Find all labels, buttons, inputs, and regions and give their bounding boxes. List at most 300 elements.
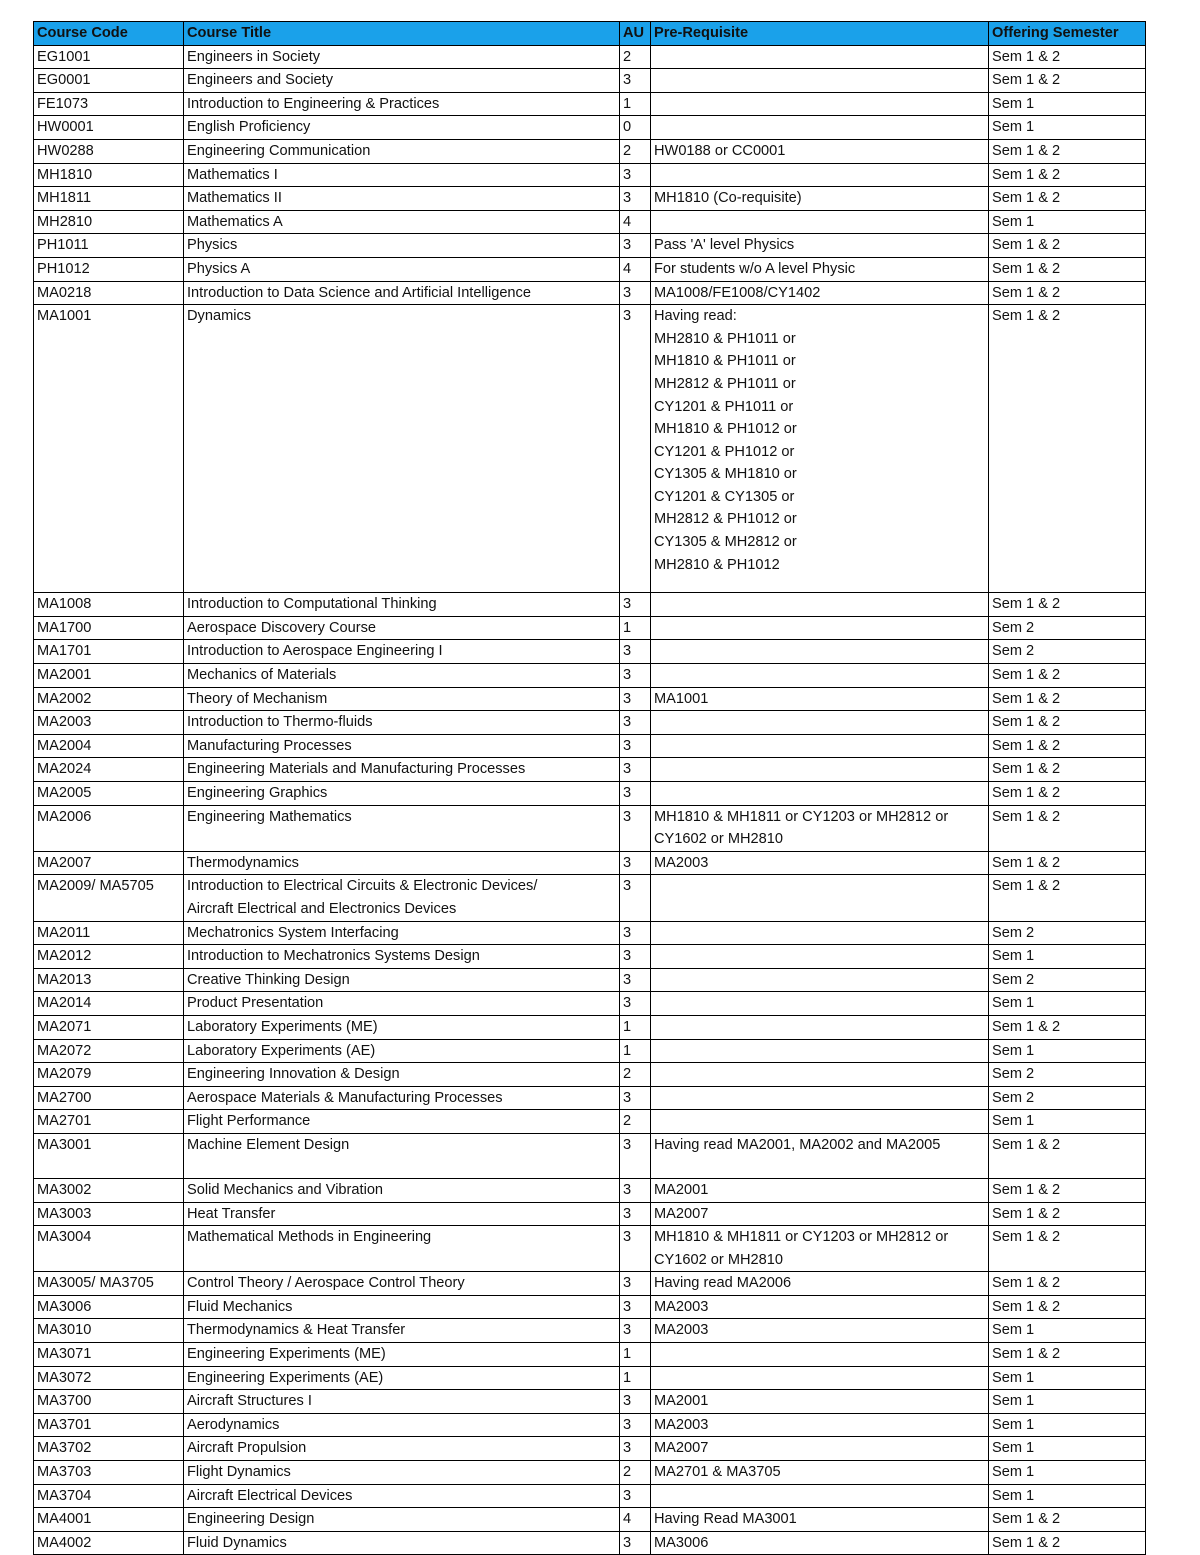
- course-title-cell: Introduction to Computational Thinking: [184, 593, 620, 617]
- table-row: [34, 139, 1146, 163]
- course-title-cell: Aircraft Structures I: [184, 1390, 620, 1414]
- table-row: [34, 1437, 1146, 1461]
- header-row: [34, 22, 1146, 46]
- table-row: [34, 1110, 1146, 1134]
- offering-semester-cell: Sem 1: [989, 1413, 1146, 1437]
- pre-requisite-cell: MA2007: [651, 1437, 989, 1461]
- au-cell: 3: [620, 875, 651, 921]
- pre-requisite-cell: [651, 1086, 989, 1110]
- offering-semester-cell: Sem 2: [989, 1086, 1146, 1110]
- offering-semester-cell: Sem 1 & 2: [989, 234, 1146, 258]
- au-cell: 4: [620, 210, 651, 234]
- course-code-cell: MA2009/ MA5705: [34, 875, 184, 921]
- pre-requisite-cell: MA2003: [651, 851, 989, 875]
- course-code-cell: MA3002: [34, 1178, 184, 1202]
- table-row: [34, 116, 1146, 140]
- table-row: [34, 711, 1146, 735]
- pre-requisite-cell: [651, 968, 989, 992]
- offering-semester-cell: Sem 1: [989, 1319, 1146, 1343]
- course-title-cell: Engineering Experiments (AE): [184, 1366, 620, 1390]
- course-code-cell: HW0288: [34, 139, 184, 163]
- table-row: [34, 1086, 1146, 1110]
- table-row: [34, 687, 1146, 711]
- course-code-cell: MA3072: [34, 1366, 184, 1390]
- course-title-cell: Solid Mechanics and Vibration: [184, 1178, 620, 1202]
- au-cell: 1: [620, 616, 651, 640]
- au-cell: 3: [620, 1390, 651, 1414]
- course-code-cell: MA3703: [34, 1461, 184, 1485]
- table-row: [34, 1039, 1146, 1063]
- table-row: [34, 734, 1146, 758]
- au-cell: 3: [620, 163, 651, 187]
- pre-requisite-cell: For students w/o A level Physic: [651, 257, 989, 281]
- pre-requisite-cell: MA1001: [651, 687, 989, 711]
- course-title-cell: Aircraft Electrical Devices: [184, 1484, 620, 1508]
- au-cell: 3: [620, 1202, 651, 1226]
- au-cell: 2: [620, 45, 651, 69]
- au-cell: 1: [620, 1039, 651, 1063]
- offering-semester-cell: Sem 1 & 2: [989, 1178, 1146, 1202]
- table-row: [34, 875, 1146, 921]
- table-row: [34, 640, 1146, 664]
- au-cell: 3: [620, 234, 651, 258]
- offering-semester-cell: Sem 1 & 2: [989, 734, 1146, 758]
- offering-semester-cell: Sem 1: [989, 1390, 1146, 1414]
- course-code-cell: MA1008: [34, 593, 184, 617]
- table-row: [34, 1390, 1146, 1414]
- course-title-cell: Mathematical Methods in Engineering: [184, 1226, 620, 1272]
- table-row: [34, 1272, 1146, 1296]
- course-code-cell: MA2701: [34, 1110, 184, 1134]
- offering-semester-cell: Sem 1 & 2: [989, 187, 1146, 211]
- course-title-cell: Introduction to Data Science and Artificial Intelligence: [184, 281, 620, 305]
- au-cell: 3: [620, 1226, 651, 1272]
- course-title-cell: Fluid Mechanics: [184, 1295, 620, 1319]
- pre-requisite-cell: HW0188 or CC0001: [651, 139, 989, 163]
- au-cell: 3: [620, 805, 651, 851]
- course-code-cell: MA1701: [34, 640, 184, 664]
- au-cell: 3: [620, 1437, 651, 1461]
- table-row: [34, 921, 1146, 945]
- table-row: [34, 210, 1146, 234]
- pre-requisite-cell: Having read MA2001, MA2002 and MA2005: [651, 1133, 989, 1178]
- course-code-cell: MA2002: [34, 687, 184, 711]
- course-code-cell: MH1810: [34, 163, 184, 187]
- pre-requisite-cell: MA2003: [651, 1413, 989, 1437]
- course-code-cell: MA3010: [34, 1319, 184, 1343]
- pre-requisite-cell: [651, 45, 989, 69]
- pre-requisite-cell: MA2007: [651, 1202, 989, 1226]
- pre-requisite-cell: [651, 116, 989, 140]
- table-row: [34, 69, 1146, 93]
- table-row: [34, 305, 1146, 593]
- course-code-cell: MA2011: [34, 921, 184, 945]
- course-code-cell: MA2071: [34, 1015, 184, 1039]
- course-title-cell: Engineering Materials and Manufacturing Processes: [184, 758, 620, 782]
- course-title-cell: Aircraft Propulsion: [184, 1437, 620, 1461]
- course-title-cell: Engineers in Society: [184, 45, 620, 69]
- table-row: [34, 1461, 1146, 1485]
- pre-requisite-cell: [651, 875, 989, 921]
- pre-requisite-cell: [651, 163, 989, 187]
- au-cell: 3: [620, 1133, 651, 1178]
- offering-semester-cell: Sem 1 & 2: [989, 257, 1146, 281]
- pre-requisite-cell: MH1810 & MH1811 or CY1203 or MH2812 or CY1602 or MH2810: [651, 1226, 989, 1272]
- table-row: [34, 234, 1146, 258]
- course-code-cell: MA4001: [34, 1508, 184, 1532]
- pre-requisite-cell: [651, 664, 989, 688]
- au-cell: 1: [620, 1015, 651, 1039]
- offering-semester-cell: Sem 1: [989, 1366, 1146, 1390]
- course-title-cell: Laboratory Experiments (ME): [184, 1015, 620, 1039]
- au-cell: 3: [620, 968, 651, 992]
- course-code-cell: MA2013: [34, 968, 184, 992]
- offering-semester-cell: Sem 2: [989, 1063, 1146, 1087]
- course-code-cell: MA1001: [34, 305, 184, 593]
- pre-requisite-cell: [651, 758, 989, 782]
- course-code-cell: MA2014: [34, 992, 184, 1016]
- offering-semester-cell: Sem 1 & 2: [989, 1202, 1146, 1226]
- au-cell: 1: [620, 1366, 651, 1390]
- table-row: [34, 758, 1146, 782]
- offering-semester-cell: Sem 1 & 2: [989, 69, 1146, 93]
- pre-requisite-cell: [651, 921, 989, 945]
- pre-requisite-cell: [651, 734, 989, 758]
- table-row: [34, 616, 1146, 640]
- offering-semester-cell: Sem 1 & 2: [989, 782, 1146, 806]
- course-code-cell: PH1012: [34, 257, 184, 281]
- pre-requisite-cell: MH1810 (Co-requisite): [651, 187, 989, 211]
- au-cell: 1: [620, 92, 651, 116]
- au-cell: 2: [620, 1110, 651, 1134]
- pre-requisite-cell: [651, 92, 989, 116]
- table-row: [34, 1319, 1146, 1343]
- pre-requisite-cell: [651, 711, 989, 735]
- au-cell: 2: [620, 1063, 651, 1087]
- course-title-cell: Dynamics: [184, 305, 620, 593]
- pre-requisite-cell: [651, 1343, 989, 1367]
- offering-semester-cell: Sem 1 & 2: [989, 1272, 1146, 1296]
- course-title-cell: Creative Thinking Design: [184, 968, 620, 992]
- pre-requisite-cell: MA2001: [651, 1178, 989, 1202]
- pre-requisite-cell: [651, 69, 989, 93]
- au-cell: 3: [620, 851, 651, 875]
- course-title-cell: Flight Performance: [184, 1110, 620, 1134]
- course-code-cell: MA4002: [34, 1531, 184, 1555]
- course-title-cell: Engineering Experiments (ME): [184, 1343, 620, 1367]
- table-row: [34, 1202, 1146, 1226]
- au-cell: 3: [620, 305, 651, 593]
- offering-semester-cell: Sem 1: [989, 992, 1146, 1016]
- au-cell: 3: [620, 664, 651, 688]
- offering-semester-cell: Sem 2: [989, 616, 1146, 640]
- table-row: [34, 187, 1146, 211]
- course-title-cell: Flight Dynamics: [184, 1461, 620, 1485]
- pre-requisite-cell: Having read: MH2810 & PH1011 or MH1810 & PH1011 or MH2812 & PH1011 or CY1201 & PH1011 or MH1810 & PH1012 or CY1201 & PH1012 or CY1305 & MH1810 or CY1201 & CY1305 or MH2812 & PH1012 or CY1305 & MH2812 or MH2810 & PH1012: [651, 305, 989, 593]
- offering-semester-cell: Sem 1: [989, 1437, 1146, 1461]
- course-title-cell: Engineering Design: [184, 1508, 620, 1532]
- offering-semester-cell: Sem 1 & 2: [989, 758, 1146, 782]
- pre-requisite-cell: [651, 1366, 989, 1390]
- table-row: [34, 1484, 1146, 1508]
- offering-semester-cell: Sem 2: [989, 921, 1146, 945]
- header-course-title: Course Title: [184, 22, 620, 46]
- au-cell: 3: [620, 758, 651, 782]
- course-title-cell: Manufacturing Processes: [184, 734, 620, 758]
- header-offering-semester: Offering Semester: [989, 22, 1146, 46]
- pre-requisite-cell: Pass 'A' level Physics: [651, 234, 989, 258]
- au-cell: 3: [620, 281, 651, 305]
- course-code-cell: PH1011: [34, 234, 184, 258]
- course-title-cell: Aerospace Materials & Manufacturing Processes: [184, 1086, 620, 1110]
- table-row: [34, 92, 1146, 116]
- pre-requisite-cell: [651, 945, 989, 969]
- course-title-cell: Theory of Mechanism: [184, 687, 620, 711]
- course-title-cell: Fluid Dynamics: [184, 1531, 620, 1555]
- course-code-cell: MA2006: [34, 805, 184, 851]
- au-cell: 3: [620, 711, 651, 735]
- course-title-cell: Heat Transfer: [184, 1202, 620, 1226]
- course-title-cell: Laboratory Experiments (AE): [184, 1039, 620, 1063]
- offering-semester-cell: Sem 1 & 2: [989, 1508, 1146, 1532]
- pre-requisite-cell: [651, 616, 989, 640]
- pre-requisite-cell: [651, 640, 989, 664]
- au-cell: 3: [620, 992, 651, 1016]
- table-row: [34, 945, 1146, 969]
- pre-requisite-cell: Having read MA2006: [651, 1272, 989, 1296]
- course-title-cell: Introduction to Electrical Circuits & Electronic Devices/ Aircraft Electrical and Electronics Devices: [184, 875, 620, 921]
- course-title-cell: Aerospace Discovery Course: [184, 616, 620, 640]
- table-row: [34, 1226, 1146, 1272]
- course-code-cell: MA3004: [34, 1226, 184, 1272]
- pre-requisite-cell: [651, 1484, 989, 1508]
- offering-semester-cell: Sem 1 & 2: [989, 139, 1146, 163]
- table-row: [34, 1531, 1146, 1555]
- offering-semester-cell: Sem 1 & 2: [989, 875, 1146, 921]
- course-title-cell: Mathematics II: [184, 187, 620, 211]
- table-row: [34, 1178, 1146, 1202]
- pre-requisite-cell: MA1008/FE1008/CY1402: [651, 281, 989, 305]
- offering-semester-cell: Sem 1 & 2: [989, 281, 1146, 305]
- course-title-cell: Introduction to Aerospace Engineering I: [184, 640, 620, 664]
- pre-requisite-cell: MA2001: [651, 1390, 989, 1414]
- au-cell: 3: [620, 734, 651, 758]
- table-row: [34, 1295, 1146, 1319]
- header-pre-requisite: Pre-Requisite: [651, 22, 989, 46]
- pre-requisite-cell: [651, 1015, 989, 1039]
- pre-requisite-cell: [651, 593, 989, 617]
- table-row: [34, 1366, 1146, 1390]
- offering-semester-cell: Sem 2: [989, 640, 1146, 664]
- au-cell: 3: [620, 593, 651, 617]
- au-cell: 3: [620, 945, 651, 969]
- course-code-cell: MA2005: [34, 782, 184, 806]
- table-row: [34, 257, 1146, 281]
- course-code-cell: MA3700: [34, 1390, 184, 1414]
- pre-requisite-cell: MH1810 & MH1811 or CY1203 or MH2812 or CY1602 or MH2810: [651, 805, 989, 851]
- course-code-cell: MA3003: [34, 1202, 184, 1226]
- course-title-cell: Mathematics I: [184, 163, 620, 187]
- course-title-cell: Thermodynamics: [184, 851, 620, 875]
- table-row: [34, 664, 1146, 688]
- table-row: [34, 1063, 1146, 1087]
- au-cell: 3: [620, 1295, 651, 1319]
- course-code-cell: MA0218: [34, 281, 184, 305]
- au-cell: 3: [620, 1086, 651, 1110]
- au-cell: 1: [620, 1343, 651, 1367]
- course-code-cell: MA2004: [34, 734, 184, 758]
- course-title-cell: Control Theory / Aerospace Control Theory: [184, 1272, 620, 1296]
- offering-semester-cell: Sem 1 & 2: [989, 45, 1146, 69]
- course-title-cell: Engineering Mathematics: [184, 805, 620, 851]
- course-code-cell: MA2024: [34, 758, 184, 782]
- course-title-cell: Mechanics of Materials: [184, 664, 620, 688]
- offering-semester-cell: Sem 1 & 2: [989, 687, 1146, 711]
- course-title-cell: Engineers and Society: [184, 69, 620, 93]
- au-cell: 3: [620, 69, 651, 93]
- offering-semester-cell: Sem 1 & 2: [989, 593, 1146, 617]
- course-code-cell: MA2079: [34, 1063, 184, 1087]
- pre-requisite-cell: [651, 210, 989, 234]
- pre-requisite-cell: MA2003: [651, 1295, 989, 1319]
- course-title-cell: Mechatronics System Interfacing: [184, 921, 620, 945]
- pre-requisite-cell: MA2003: [651, 1319, 989, 1343]
- course-code-cell: MA2001: [34, 664, 184, 688]
- table-row: [34, 968, 1146, 992]
- au-cell: 0: [620, 116, 651, 140]
- course-title-cell: Engineering Innovation & Design: [184, 1063, 620, 1087]
- course-code-cell: MA3071: [34, 1343, 184, 1367]
- offering-semester-cell: Sem 1 & 2: [989, 1226, 1146, 1272]
- course-code-cell: MA2007: [34, 851, 184, 875]
- au-cell: 3: [620, 921, 651, 945]
- course-code-cell: MA3702: [34, 1437, 184, 1461]
- course-code-cell: MA3006: [34, 1295, 184, 1319]
- course-title-cell: Product Presentation: [184, 992, 620, 1016]
- offering-semester-cell: Sem 1 & 2: [989, 1015, 1146, 1039]
- course-code-cell: EG0001: [34, 69, 184, 93]
- table-row: [34, 851, 1146, 875]
- au-cell: 3: [620, 1484, 651, 1508]
- course-title-cell: Physics A: [184, 257, 620, 281]
- header-au: AU: [620, 22, 651, 46]
- pre-requisite-cell: Having Read MA3001: [651, 1508, 989, 1532]
- pre-requisite-cell: [651, 1110, 989, 1134]
- course-code-cell: MA3001: [34, 1133, 184, 1178]
- offering-semester-cell: Sem 1 & 2: [989, 305, 1146, 593]
- offering-semester-cell: Sem 1: [989, 1461, 1146, 1485]
- table-row: [34, 1133, 1146, 1178]
- course-code-cell: EG1001: [34, 45, 184, 69]
- table-row: [34, 45, 1146, 69]
- table-row: [34, 593, 1146, 617]
- course-code-cell: MA2072: [34, 1039, 184, 1063]
- table-row: [34, 1015, 1146, 1039]
- offering-semester-cell: Sem 1: [989, 1484, 1146, 1508]
- pre-requisite-cell: [651, 782, 989, 806]
- au-cell: 3: [620, 1319, 651, 1343]
- course-title-cell: Engineering Communication: [184, 139, 620, 163]
- au-cell: 4: [620, 257, 651, 281]
- course-table: [33, 21, 1146, 1555]
- offering-semester-cell: Sem 1: [989, 92, 1146, 116]
- table-row: [34, 1413, 1146, 1437]
- table-row: [34, 782, 1146, 806]
- course-code-cell: FE1073: [34, 92, 184, 116]
- au-cell: 3: [620, 1413, 651, 1437]
- offering-semester-cell: Sem 1: [989, 1039, 1146, 1063]
- au-cell: 3: [620, 687, 651, 711]
- course-title-cell: Introduction to Thermo-fluids: [184, 711, 620, 735]
- header-course-code: Course Code: [34, 22, 184, 46]
- course-title-cell: Thermodynamics & Heat Transfer: [184, 1319, 620, 1343]
- pre-requisite-cell: [651, 992, 989, 1016]
- course-title-cell: Mathematics A: [184, 210, 620, 234]
- offering-semester-cell: Sem 1 & 2: [989, 1343, 1146, 1367]
- course-title-cell: Introduction to Mechatronics Systems Design: [184, 945, 620, 969]
- course-title-cell: Machine Element Design: [184, 1133, 620, 1178]
- offering-semester-cell: Sem 1 & 2: [989, 805, 1146, 851]
- pre-requisite-cell: MA3006: [651, 1531, 989, 1555]
- course-title-cell: English Proficiency: [184, 116, 620, 140]
- au-cell: 3: [620, 1531, 651, 1555]
- course-code-cell: MA3704: [34, 1484, 184, 1508]
- offering-semester-cell: Sem 1 & 2: [989, 1531, 1146, 1555]
- offering-semester-cell: Sem 1: [989, 1110, 1146, 1134]
- pre-requisite-cell: [651, 1039, 989, 1063]
- table-row: [34, 281, 1146, 305]
- offering-semester-cell: Sem 1: [989, 116, 1146, 140]
- course-title-cell: Aerodynamics: [184, 1413, 620, 1437]
- au-cell: 3: [620, 187, 651, 211]
- course-code-cell: HW0001: [34, 116, 184, 140]
- table-row: [34, 163, 1146, 187]
- pre-requisite-cell: [651, 1063, 989, 1087]
- course-code-cell: MH1811: [34, 187, 184, 211]
- offering-semester-cell: Sem 1 & 2: [989, 163, 1146, 187]
- course-title-cell: Engineering Graphics: [184, 782, 620, 806]
- au-cell: 3: [620, 1178, 651, 1202]
- table-row: [34, 992, 1146, 1016]
- course-title-cell: Physics: [184, 234, 620, 258]
- course-code-cell: MH2810: [34, 210, 184, 234]
- au-cell: 2: [620, 139, 651, 163]
- au-cell: 4: [620, 1508, 651, 1532]
- offering-semester-cell: Sem 1 & 2: [989, 664, 1146, 688]
- course-code-cell: MA2012: [34, 945, 184, 969]
- offering-semester-cell: Sem 1 & 2: [989, 1295, 1146, 1319]
- course-title-cell: Introduction to Engineering & Practices: [184, 92, 620, 116]
- offering-semester-cell: Sem 1 & 2: [989, 1133, 1146, 1178]
- offering-semester-cell: Sem 1 & 2: [989, 711, 1146, 735]
- table-row: [34, 1508, 1146, 1532]
- table-row: [34, 805, 1146, 851]
- pre-requisite-cell: MA2701 & MA3705: [651, 1461, 989, 1485]
- offering-semester-cell: Sem 2: [989, 968, 1146, 992]
- offering-semester-cell: Sem 1: [989, 945, 1146, 969]
- au-cell: 3: [620, 1272, 651, 1296]
- course-code-cell: MA1700: [34, 616, 184, 640]
- course-code-cell: MA2700: [34, 1086, 184, 1110]
- offering-semester-cell: Sem 1 & 2: [989, 851, 1146, 875]
- course-code-cell: MA2003: [34, 711, 184, 735]
- course-code-cell: MA3005/ MA3705: [34, 1272, 184, 1296]
- course-code-cell: MA3701: [34, 1413, 184, 1437]
- offering-semester-cell: Sem 1: [989, 210, 1146, 234]
- au-cell: 3: [620, 782, 651, 806]
- au-cell: 2: [620, 1461, 651, 1485]
- table-row: [34, 1343, 1146, 1367]
